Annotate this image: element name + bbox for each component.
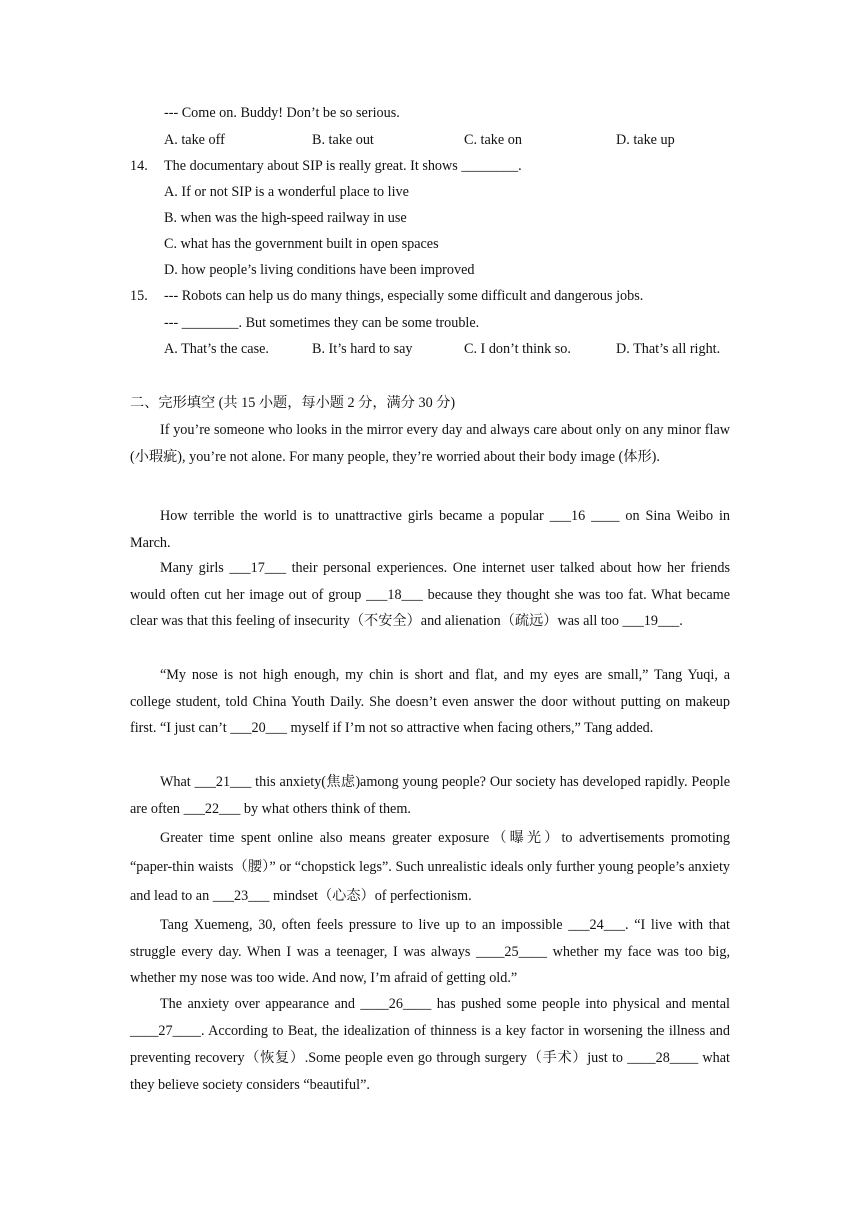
paragraph-text: Tang Xuemeng, 30, often feels pressure to live up to an impossible ___24___. “I live with that struggle every day. When I was a teenager, I was always ____25____ whether my face was too big, whether my nose was too wide. And now, I’m afraid of getting old.” (130, 917, 730, 986)
passage-paragraph (130, 503, 730, 556)
q13-option-d: D. take up (616, 132, 675, 148)
q14-option-c: C. what has the government built in open spaces (164, 236, 439, 252)
q14-stem: The documentary about SIP is really great. It shows ________. (164, 158, 522, 174)
passage-paragraph (130, 824, 730, 911)
q15-reply: --- ________. But sometimes they can be some trouble. (164, 315, 480, 331)
q15-option-c: C. I don’t think so. (464, 341, 571, 357)
q13-option-c: C. take on (464, 132, 522, 148)
paragraph-text: What ___21___ this anxiety(焦虑)among young people? Our society has developed rapidly. People are often ___22___ by what others think of them. (130, 774, 730, 817)
q13-option-b: B. take out (312, 132, 374, 148)
paragraph-text: If you’re someone who looks in the mirror every day and always care about only on any minor flaw (小瑕疵), you’re not alone. For many people, they’re worried about their body image (体形). (130, 422, 730, 465)
paragraph-text: Greater time spent online also means greater exposure（曝光）to advertisements promoting “paper-thin waists（腰）” or “chopstick legs”. Such unrealistic ideals only further young people’s anxiety and lead to an ___23___ mindset（心态）of perfectionism. (130, 830, 730, 904)
q14-number: 14. (130, 158, 148, 174)
q14-option-b: B. when was the high-speed railway in use (164, 210, 407, 226)
q14-option-a: A. If or not SIP is a wonderful place to live (164, 184, 409, 200)
section-heading: 二、完形填空 (共 15 小题，每小题 2 分，满分 30 分) (130, 395, 456, 411)
q15-number: 15. (130, 288, 148, 304)
q15-stem: --- Robots can help us do many things, especially some difficult and dangerous jobs. (164, 288, 644, 304)
paragraph-text: “My nose is not high enough, my chin is short and flat, and my eyes are small,” Tang Yuqi, a college student, told China Youth Daily. She doesn’t even answer the door without putting on makeup first. “I just can’t ___20___ myself if I’m not so attractive when facing others,” Tang added. (130, 667, 730, 736)
q14-option-d: D. how people’s living conditions have been improved (164, 262, 475, 278)
q15-option-d: D. That’s all right. (616, 341, 721, 357)
passage-paragraph (130, 555, 730, 635)
passage-paragraph (130, 912, 730, 992)
q13-option-a: A. take off (164, 132, 225, 148)
paragraph-text: How terrible the world is to unattractive girls became a popular ___16 ____ on Sina Weibo in March. (130, 508, 730, 551)
paragraph-text: The anxiety over appearance and ____26____ has pushed some people into physical and mental ____27____. According to Beat, the idealization of thinness is a key factor in worsening the illness and preventing recovery（恢复）.Some people even go through surgery（手术）just to ____28____ what they believe society considers “beautiful”. (130, 996, 730, 1093)
passage-paragraph (130, 991, 730, 1099)
q15-option-a: A. That’s the case. (164, 341, 269, 357)
paragraph-text: Many girls ___17___ their personal experiences. One internet user talked about how her friends would often cut her image out of group ___18___ because they thought she was too fat. What became clear was that this feeling of insecurity（不安全）and alienation（疏远）was all too ___19___. (130, 560, 730, 629)
passage-paragraph (130, 417, 730, 470)
passage-paragraph (130, 769, 730, 822)
q15-option-b: B. It’s hard to say (312, 341, 413, 357)
passage-paragraph (130, 662, 730, 742)
q13-reply: --- Come on. Buddy! Don’t be so serious. (164, 105, 400, 121)
